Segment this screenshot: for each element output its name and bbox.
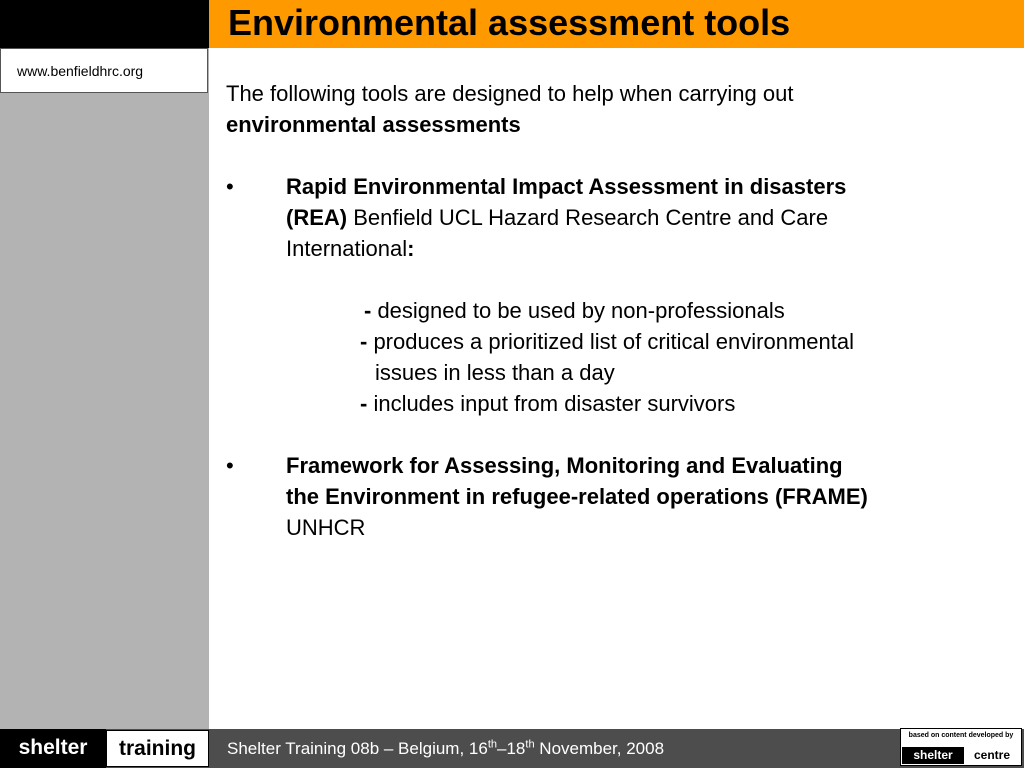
rea-source-line-2: International [286, 236, 408, 261]
rea-point-2-continued: issues in less than a day [375, 360, 615, 385]
bullet-frame [226, 450, 986, 543]
bullet-rea [226, 171, 986, 264]
rea-point-1: - designed to be used by non-professionals [364, 298, 785, 323]
slide-body [226, 78, 986, 543]
rea-acronym: (REA) [286, 205, 348, 230]
credit-shelter-label: shelter [902, 747, 964, 764]
training-logo-light: training [106, 730, 209, 767]
footer-event-text: Shelter Training 08b – Belgium, 16th–18th November, 2008 [227, 738, 665, 758]
sidebar-header-block [0, 0, 209, 48]
rea-point-2: - produces a prioritized list of critical environmental [360, 329, 854, 354]
rea-source-line-1: Benfield UCL Hazard Research Centre and Care [347, 205, 829, 230]
bullet-marker: • [226, 453, 234, 478]
shelter-centre-credit [900, 728, 1022, 766]
intro-bold-text: environmental assessments [226, 112, 521, 137]
intro-line-1: The following tools are designed to help when carrying out [226, 81, 794, 106]
rea-title-line-1: Rapid Environmental Impact Assessment in disasters [286, 174, 847, 199]
rea-point-3: - includes input from disaster survivors [360, 391, 736, 416]
intro-line-2 [226, 109, 986, 140]
frame-title-line-2: the Environment in refugee-related operations (FRAME) [286, 484, 868, 509]
slide-title: Environmental assessment tools [228, 2, 791, 43]
credit-caption: based on content developed by [908, 732, 1014, 739]
frame-title-line-1: Framework for Assessing, Monitoring and Evaluating [286, 453, 843, 478]
credit-centre-label: centre [964, 747, 1020, 764]
frame-source: UNHCR [286, 515, 366, 540]
bullet-marker: • [226, 174, 234, 199]
shelter-logo-dark: shelter [0, 729, 106, 768]
rea-colon: : [407, 236, 415, 261]
title-bar [209, 0, 1024, 48]
left-sidebar [0, 0, 209, 729]
site-url-box: www.benfieldhrc.org [0, 48, 208, 93]
